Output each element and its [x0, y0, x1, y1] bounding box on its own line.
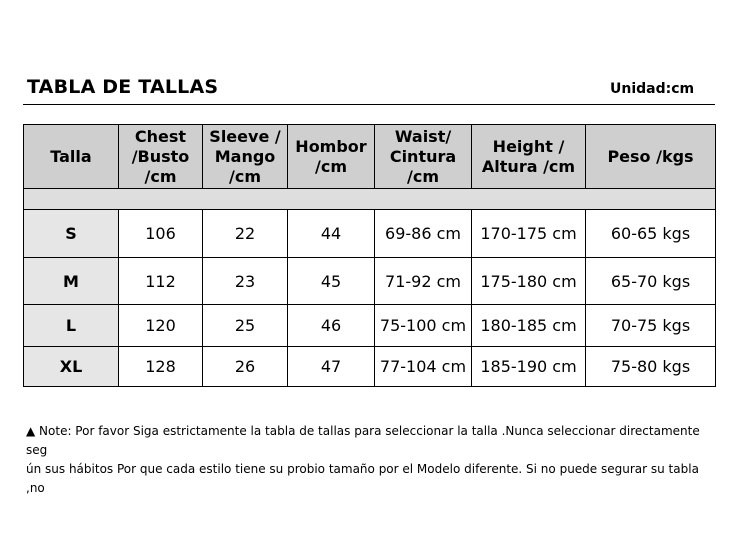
- cell-size: M: [24, 258, 119, 305]
- spacer-cell: [24, 189, 716, 210]
- cell-chest: 120: [119, 305, 203, 347]
- table-row: [24, 347, 716, 387]
- cell-sleeve: 23: [203, 258, 288, 305]
- cell-chest: 112: [119, 258, 203, 305]
- header-shoulder-line-2: /cm: [315, 156, 347, 176]
- header-chest: [119, 125, 203, 189]
- cell-shoulder: 46: [288, 305, 375, 347]
- header-waist-line-2: Cintura: [389, 146, 457, 166]
- header-size-line: Talla: [50, 146, 92, 166]
- header-waist: [375, 125, 472, 189]
- header-size: [24, 125, 119, 189]
- title-divider: [23, 104, 715, 105]
- header-sleeve-line-3: /cm: [229, 166, 261, 186]
- header-sleeve: [203, 125, 288, 189]
- table-row: [24, 258, 716, 305]
- cell-waist: 75-100 cm: [375, 305, 472, 347]
- header-weight: [586, 125, 716, 189]
- cell-shoulder: 44: [288, 210, 375, 258]
- page-title: TABLA DE TALLAS: [27, 76, 219, 98]
- unit-label: Unidad:cm: [610, 81, 695, 97]
- header-height-line-1: Height /: [492, 136, 565, 156]
- table-header-row: [24, 125, 716, 189]
- cell-height: 185-190 cm: [472, 347, 586, 387]
- size-chart-table: [23, 124, 716, 387]
- table-row: [24, 305, 716, 347]
- header-sleeve-line-2: Mango: [214, 146, 276, 166]
- cell-shoulder: 45: [288, 258, 375, 305]
- cell-waist: 77-104 cm: [375, 347, 472, 387]
- header-chest-line-2: /Busto: [131, 146, 190, 166]
- header-shoulder: [288, 125, 375, 189]
- cell-size: XL: [24, 347, 119, 387]
- cell-size: S: [24, 210, 119, 258]
- header-waist-line-3: /cm: [407, 166, 439, 186]
- header-shoulder-line-1: Hombor: [295, 136, 367, 156]
- cell-height: 175-180 cm: [472, 258, 586, 305]
- header-waist-line-1: Waist/: [394, 126, 452, 146]
- cell-chest: 106: [119, 210, 203, 258]
- header-sleeve-line-1: Sleeve /: [209, 126, 281, 146]
- header-weight-line: Peso /kgs: [607, 146, 694, 166]
- header-chest-line-1: Chest: [134, 126, 187, 146]
- cell-sleeve: 26: [203, 347, 288, 387]
- cell-waist: 71-92 cm: [375, 258, 472, 305]
- table-row: [24, 210, 716, 258]
- table-spacer-row: [24, 189, 716, 210]
- sizing-note: [26, 422, 718, 498]
- cell-weight: 60-65 kgs: [586, 210, 716, 258]
- cell-weight: 65-70 kgs: [586, 258, 716, 305]
- cell-height: 180-185 cm: [472, 305, 586, 347]
- note-line-1: ▲ Note: Por favor Siga estrictamente la tabla de tallas para seleccionar la talla .Nunca seleccionar directamente seg: [26, 424, 700, 457]
- cell-sleeve: 22: [203, 210, 288, 258]
- cell-chest: 128: [119, 347, 203, 387]
- cell-size: L: [24, 305, 119, 347]
- cell-height: 170-175 cm: [472, 210, 586, 258]
- cell-weight: 70-75 kgs: [586, 305, 716, 347]
- cell-sleeve: 25: [203, 305, 288, 347]
- cell-waist: 69-86 cm: [375, 210, 472, 258]
- header-height-line-2: Altura /cm: [481, 156, 576, 176]
- cell-weight: 75-80 kgs: [586, 347, 716, 387]
- header-height: [472, 125, 586, 189]
- cell-shoulder: 47: [288, 347, 375, 387]
- note-line-2: ún sus hábitos Por que cada estilo tiene su probio tamaño por el Modelo diferente. Si no puede segurar su tabla ,no: [26, 462, 699, 495]
- header-chest-line-3: /cm: [144, 166, 177, 186]
